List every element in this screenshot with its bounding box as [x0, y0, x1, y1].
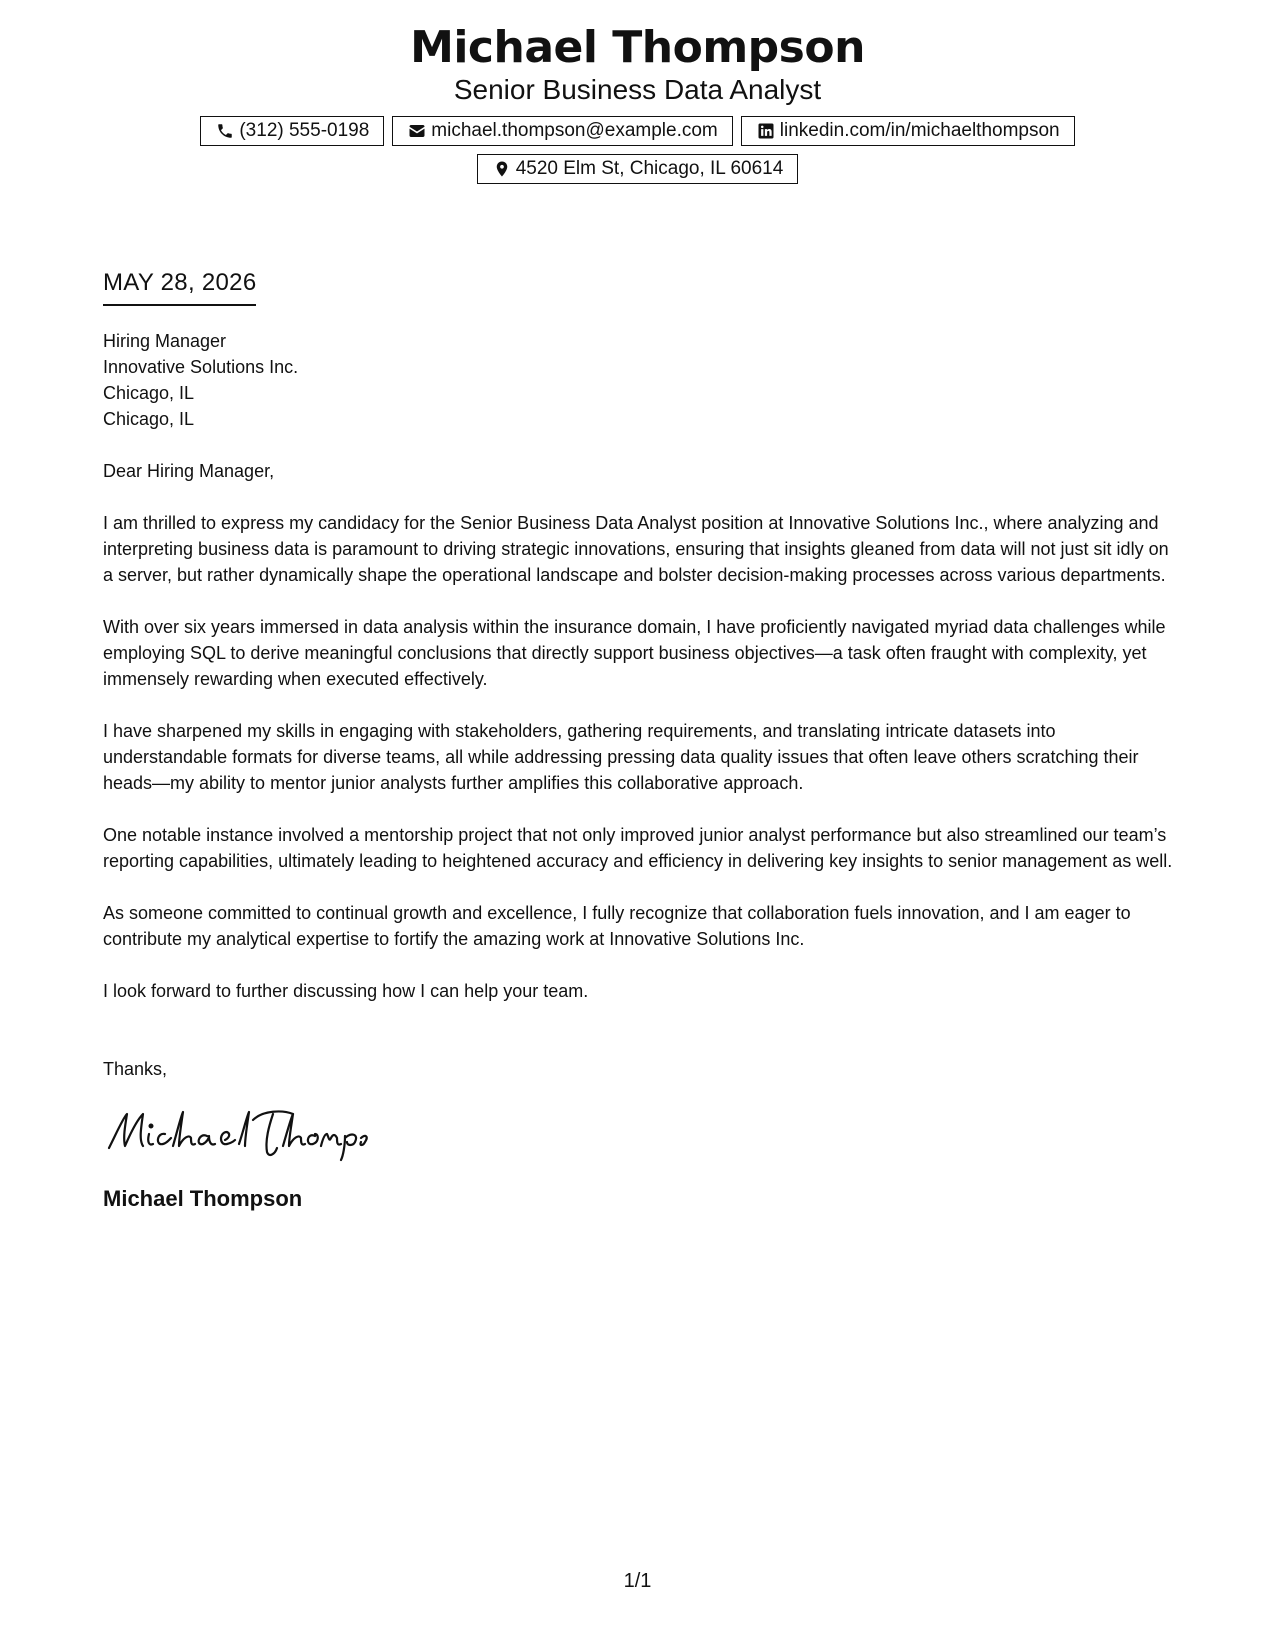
- body-paragraph: I am thrilled to express my candidacy for the Senior Business Data Analyst position at Innovative Solutions Inc., where analyzing and interpreting business data is paramount to driving strategic innovations, ensuring that insights gleaned from data will not just sit idly on a server, but rather dynamically shape the operational landscape and bolster decision-making processes across various departments.: [103, 513, 1169, 585]
- phone-icon: [215, 121, 235, 141]
- signed-name: Michael Thompson: [103, 1186, 303, 1211]
- contact-address[interactable]: [477, 154, 799, 184]
- recipient-line: Chicago, IL: [103, 383, 195, 403]
- contact-linkedin[interactable]: [741, 116, 1075, 146]
- map-pin-icon: [492, 159, 512, 179]
- body-paragraph: With over six years immersed in data analysis within the insurance domain, I have proficiently navigated myriad data challenges while employing SQL to derive meaningful conclusions that directly support business objectives—a task often fraught with complexity, yet immensely rewarding when executed effectively.: [103, 617, 1166, 689]
- recipient-line: Hiring Manager: [103, 331, 227, 351]
- contact-phone-text: (312) 555-0198: [239, 120, 370, 141]
- linkedin-icon: [756, 121, 776, 141]
- letter-date: MAY 28, 2026: [103, 268, 256, 306]
- letter-header: [0, 22, 1275, 184]
- body-paragraph: I have sharpened my skills in engaging with stakeholders, gathering requirements, and translating intricate datasets into understandable formats for diverse teams, all while addressing pressing data quality issues that often leave others scratching their heads—my ability to mentor junior analysts further amplifies this collaborative approach.: [103, 721, 1139, 793]
- body-paragraph: One notable instance involved a mentorship project that not only improved junior analyst performance but also streamlined our team’s reporting capabilities, ultimately leading to heightened accuracy and efficiency in delivering key insights to senior management as well.: [103, 825, 1173, 871]
- recipient-line: Chicago, IL: [103, 409, 195, 429]
- contact-list: [188, 116, 1088, 184]
- applicant-name: Michael Thompson: [410, 22, 865, 73]
- recipient-line: Innovative Solutions Inc.: [103, 357, 299, 377]
- contact-linkedin-text: linkedin.com/in/michaelthompson: [779, 120, 1060, 141]
- closing: Thanks,: [103, 1059, 168, 1079]
- contact-address-text: 4520 Elm St, Chicago, IL 60614: [515, 158, 784, 179]
- contact-email-text: michael.thompson@example.com: [431, 120, 718, 141]
- handwritten-signature: [103, 1102, 373, 1162]
- contact-phone[interactable]: [200, 116, 384, 146]
- salutation: Dear Hiring Manager,: [103, 461, 275, 481]
- envelope-icon: [407, 121, 427, 141]
- contact-email[interactable]: [392, 116, 732, 146]
- body-paragraph: I look forward to further discussing how I can help your team.: [103, 981, 589, 1001]
- recipient-block: [103, 328, 1173, 432]
- page-number: 1/1: [623, 1570, 652, 1592]
- body-paragraph: As someone committed to continual growth and excellence, I fully recognize that collaboration fuels innovation, and I am eager to contribute my analytical expertise to fortify the amazing work at Innovative Solutions Inc.: [103, 903, 1131, 949]
- letter-body: [103, 268, 1173, 1213]
- applicant-title: Senior Business Data Analyst: [453, 74, 822, 105]
